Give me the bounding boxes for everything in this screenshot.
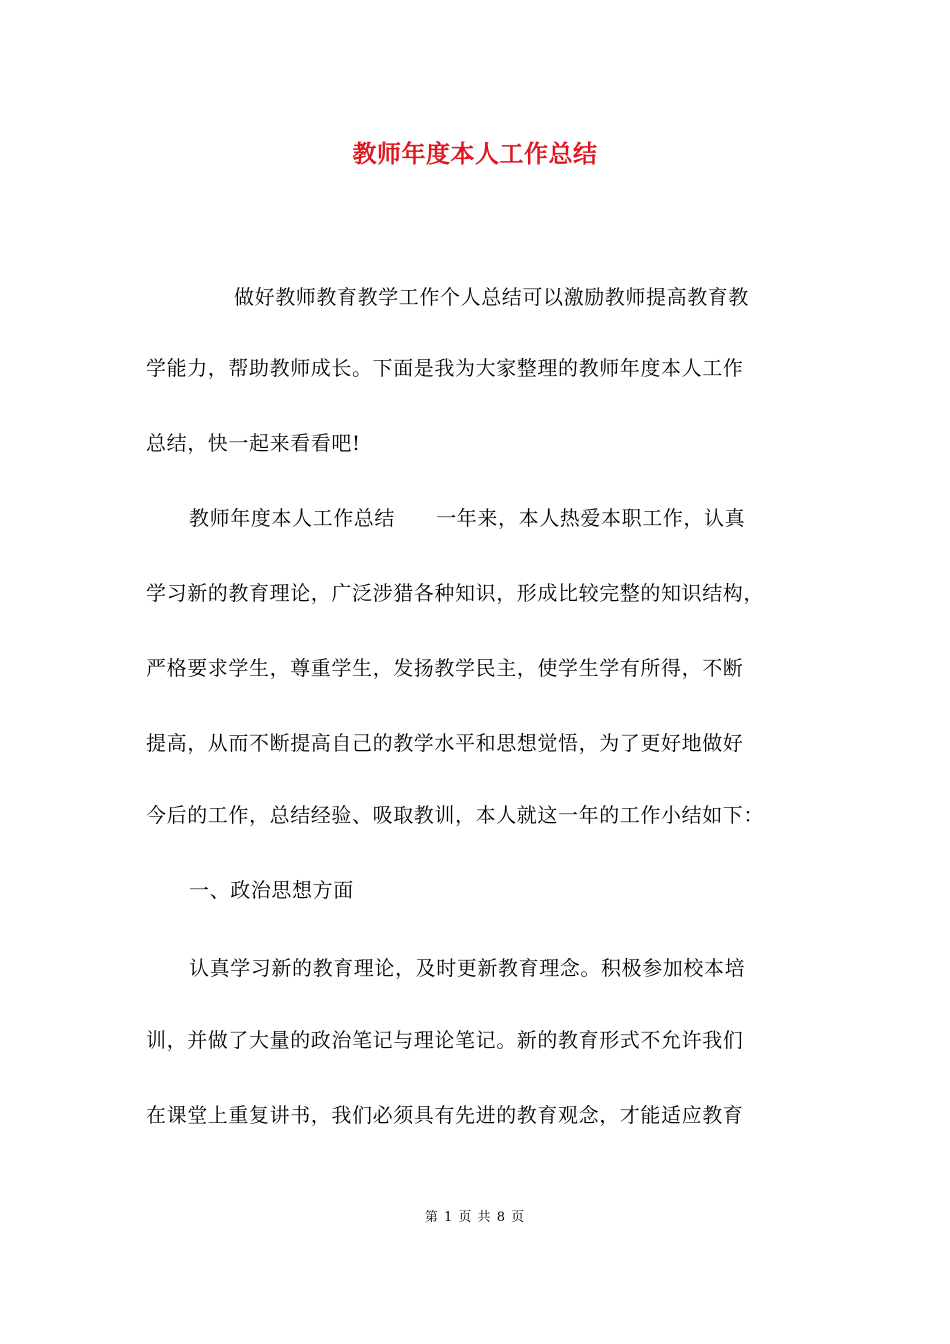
body-line-7: 提高，从而不断提高自己的教学水平和思想觉悟，为了更好地做好 [146, 731, 744, 755]
body-line-4: 教师年度本人工作总结 一年来，本人热爱本职工作，认真 [189, 506, 746, 530]
body-line-11: 训，并做了大量的政治笔记与理论笔记。新的教育形式不允许我们 [146, 1028, 744, 1052]
body-line-3: 总结，快一起来看看吧! [146, 431, 361, 455]
body-line-12: 在课堂上重复讲书，我们必须具有先进的教育观念，才能适应教育 [146, 1103, 744, 1127]
body-line-8: 今后的工作，总结经验、吸取教训，本人就这一年的工作小结如下： [146, 803, 764, 827]
page-number-footer: 第 1 页 共 8 页 [424, 1210, 526, 1225]
body-line-10: 认真学习新的教育理论，及时更新教育理念。积极参加校本培 [189, 956, 746, 980]
body-line-6: 严格要求学生，尊重学生，发扬教学民主，使学生学有所得，不断 [146, 656, 744, 680]
body-line-1: 做好教师教育教学工作个人总结可以激励教师提高教育教 [234, 285, 749, 309]
body-line-2: 学能力，帮助教师成长。下面是我为大家整理的教师年度本人工作 [146, 356, 744, 380]
section-heading: 一、政治思想方面 [189, 878, 354, 902]
body-line-5: 学习新的教育理论，广泛涉猎各种知识，形成比较完整的知识结构， [146, 581, 764, 605]
document-title: 教师年度本人工作总结 [352, 139, 598, 168]
